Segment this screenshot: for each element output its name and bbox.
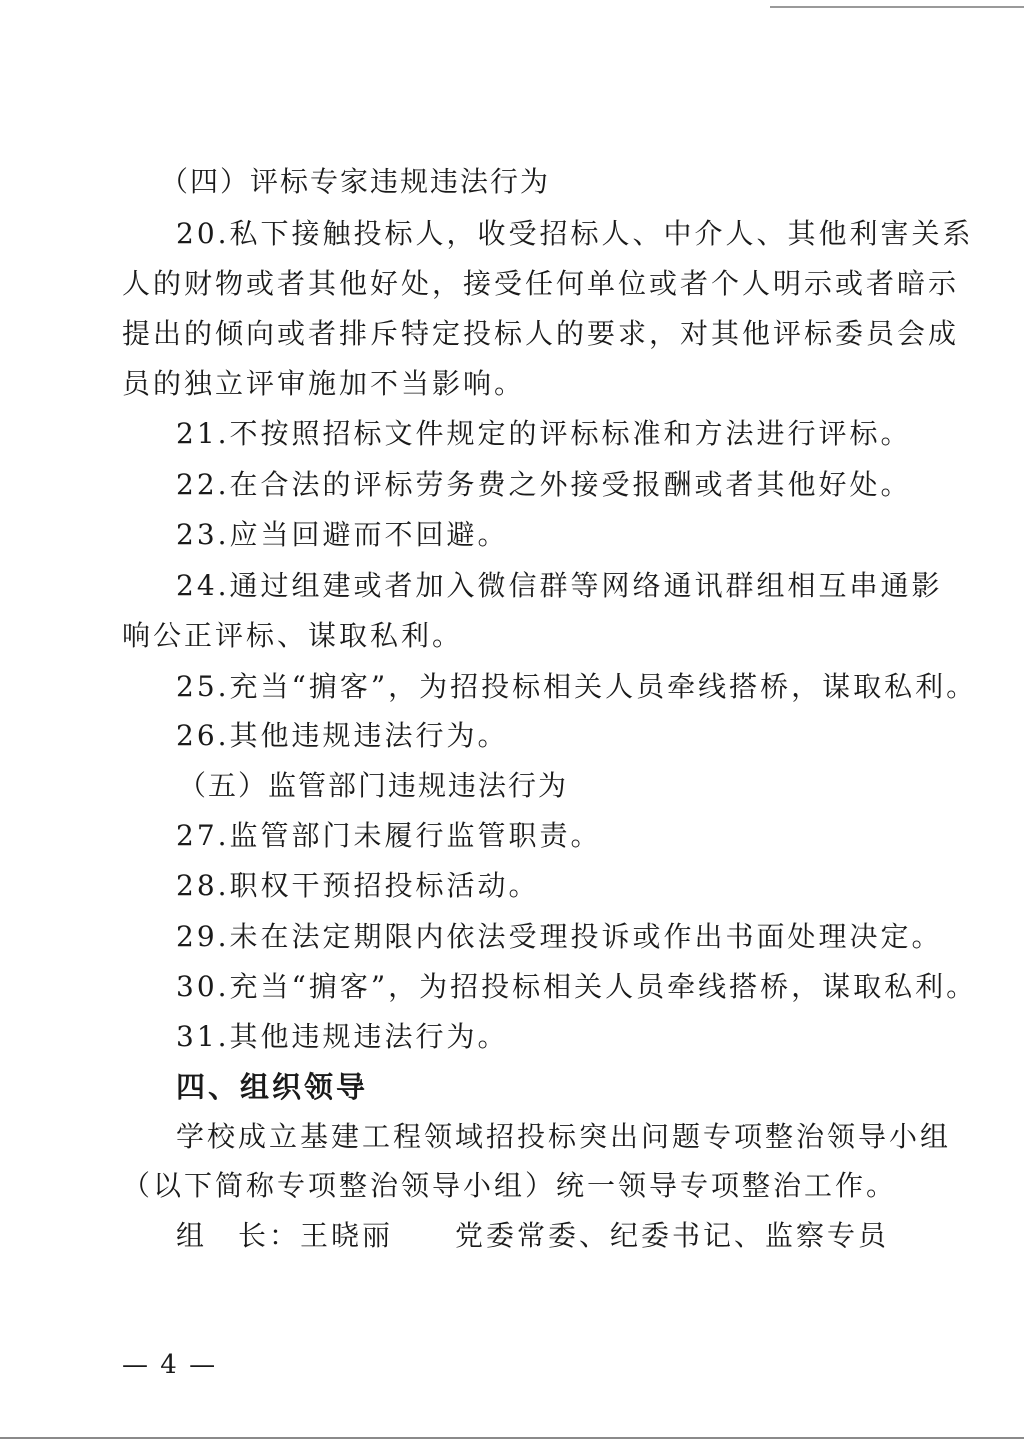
leader-line: 组 长：王晓丽 党委常委、纪委书记、监察专员 bbox=[176, 1219, 890, 1252]
paragraph-line: 22.在合法的评标劳务费之外接受报酬或者其他好处。 bbox=[176, 468, 912, 501]
paragraph-line: 24.通过组建或者加入微信群等网络通讯群组相互串通影 bbox=[176, 569, 943, 602]
paragraph-line: 21.不按照招标文件规定的评标标准和方法进行评标。 bbox=[176, 417, 912, 450]
paragraph-line: 人的财物或者其他好处，接受任何单位或者个人明示或者暗示 bbox=[122, 267, 960, 300]
paragraph-line: 响公正评标、谋取私利。 bbox=[122, 619, 464, 652]
scan-bottom-border bbox=[0, 1437, 1024, 1439]
section-heading-4: （四）评标专家违规违法行为 bbox=[160, 165, 551, 198]
paragraph-line: 31.其他违规违法行为。 bbox=[176, 1020, 509, 1053]
section-heading-5: （五）监管部门违规违法行为 bbox=[178, 769, 569, 802]
paragraph-line: 提出的倾向或者排斥特定投标人的要求，对其他评标委员会成 bbox=[122, 317, 960, 350]
paragraph-line: （以下简称专项整治领导小组）统一领导专项整治工作。 bbox=[122, 1169, 898, 1202]
paragraph-line: 30.充当“掮客”，为招投标相关人员牵线搭桥，谋取私利。 bbox=[176, 970, 978, 1003]
paragraph-line: 员的独立评审施加不当影响。 bbox=[122, 367, 526, 400]
paragraph-line: 29.未在法定期限内依法受理投诉或作出书面处理决定。 bbox=[176, 920, 943, 953]
paragraph-line: 20.私下接触投标人，收受招标人、中介人、其他利害关系 bbox=[176, 217, 974, 250]
paragraph-line: 26.其他违规违法行为。 bbox=[176, 719, 509, 752]
paragraph-line: 28.职权干预招投标活动。 bbox=[176, 869, 540, 902]
paragraph-line: 学校成立基建工程领域招投标突出问题专项整治领导小组 bbox=[176, 1120, 952, 1153]
section-heading-organization: 四、组织领导 bbox=[176, 1070, 369, 1104]
paragraph-line: 27.监管部门未履行监管职责。 bbox=[176, 819, 602, 852]
page-number: — 4 — bbox=[122, 1350, 218, 1380]
paragraph-line: 25.充当“掮客”，为招投标相关人员牵线搭桥，谋取私利。 bbox=[176, 670, 978, 703]
paragraph-line: 23.应当回避而不回避。 bbox=[176, 518, 509, 551]
